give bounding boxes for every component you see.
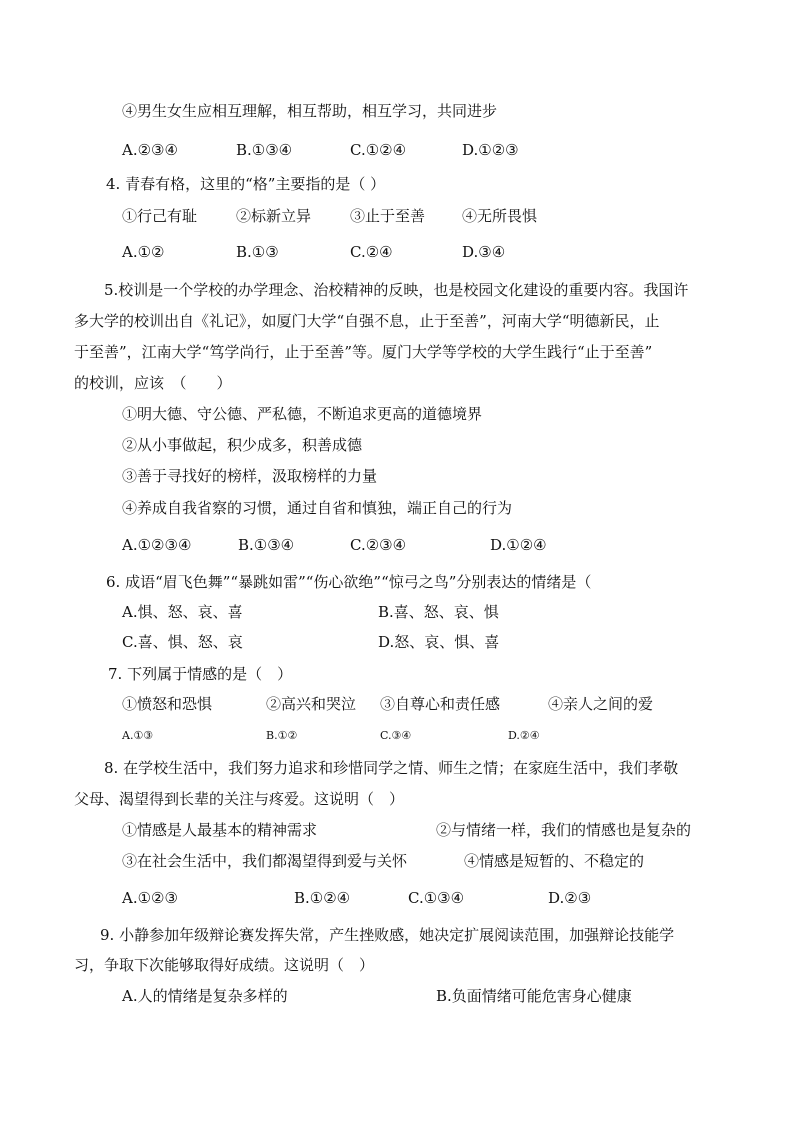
q8-item-4: ④情感是短暂的、不稳定的: [464, 852, 645, 870]
q4-item-1: ①行己有耻: [122, 207, 198, 225]
q6-stem: 6. 成语“眉飞色舞”“暴跳如雷”“伤心欲绝”“惊弓之鸟”分别表达的情绪是（: [106, 573, 592, 591]
q6-option-d: D.怒、哀、惧、喜: [378, 633, 500, 651]
q5-option-c: C.②③④: [350, 536, 407, 554]
q9-stem-line-1: 9. 小静参加年级辩论赛发挥失常，产生挫败感，她决定扩展阅读范围，加强辩论技能学: [100, 926, 675, 944]
q8-stem-line-1: 8. 在学校生活中，我们努力追求和珍惜同学之情、师生之情；在家庭生活中，我们孝敬: [104, 759, 679, 777]
q7-item-3: ③自尊心和责任感: [380, 695, 501, 713]
q9-stem-line-2: 习，争取下次能够取得好成绩。这说明（ ）: [74, 956, 375, 974]
q6-option-a: A.惧、怒、哀、喜: [122, 603, 243, 621]
q5-item-4: ④养成自我省察的习惯，通过自省和慎独，端正自己的行为: [122, 499, 513, 517]
q4-item-2: ②标新立异: [236, 207, 312, 225]
q6-option-b: B.喜、怒、哀、惧: [378, 603, 499, 621]
q8-option-d: D.②③: [548, 889, 592, 907]
q8-option-b: B.①②④: [294, 889, 351, 907]
q5-stem-line-3: 于至善”，江南大学“笃学尚行，止于至善”等。厦门大学等学校的大学生践行“止于至善”: [74, 343, 653, 361]
q7-stem: 7. 下列属于情感的是（ ）: [108, 665, 293, 683]
q5-stem-line-4: 的校训，应该 （ ）: [74, 374, 232, 392]
q5-item-3: ③善于寻找好的榜样，汲取榜样的力量: [122, 467, 378, 485]
q6-option-c: C.喜、惧、怒、哀: [122, 633, 243, 651]
q7-option-a: A.①③: [122, 729, 154, 742]
q8-item-1: ①情感是人最基本的精神需求: [122, 821, 318, 839]
q8-item-3: ③在社会生活中，我们都渴望得到爱与关怀: [122, 852, 408, 870]
q8-item-2: ②与情绪一样，我们的情感也是复杂的: [436, 821, 692, 839]
q9-option-a: A.人的情绪是复杂多样的: [122, 987, 288, 1005]
q5-stem-line-2: 多大学的校训出自《礼记》，如厦门大学“自强不息，止于至善”，河南大学“明德新民，止: [74, 312, 660, 330]
q7-option-d: D.②④: [508, 729, 540, 742]
q7-item-1: ①愤怒和恐惧: [122, 695, 213, 713]
q4-item-3: ③止于至善: [350, 207, 426, 225]
q4-option-c: C.②④: [350, 243, 393, 261]
q3-option-c: C.①②④: [350, 141, 407, 159]
q3-item-4: ④男生女生应相互理解，相互帮助，相互学习，共同进步: [122, 102, 498, 120]
q4-item-4: ④无所畏惧: [462, 207, 538, 225]
q9-option-b: B.负面情绪可能危害身心健康: [436, 987, 632, 1005]
q7-item-4: ④亲人之间的爱: [548, 695, 654, 713]
q4-option-b: B.①③: [236, 243, 279, 261]
q7-option-b: B.①②: [266, 729, 298, 742]
q3-option-d: D.①②③: [462, 141, 519, 159]
q5-item-1: ①明大德、守公德、严私德，不断追求更高的道德境界: [122, 405, 483, 423]
q8-stem-line-2: 父母、渴望得到长辈的关注与疼爱。这说明（ ）: [74, 790, 405, 808]
q3-option-b: B.①③④: [236, 141, 293, 159]
q7-item-2: ②高兴和哭泣: [266, 695, 357, 713]
q4-stem: 4. 青春有格，这里的“格”主要指的是（ ）: [106, 175, 386, 193]
q4-option-a: A.①②: [122, 243, 165, 261]
q5-item-2: ②从小事做起，积少成多，积善成德: [122, 436, 363, 454]
q3-option-a: A.②③④: [122, 141, 178, 159]
q5-option-a: A.①②③④: [122, 536, 192, 554]
q5-option-b: B.①③④: [238, 536, 295, 554]
q5-option-d: D.①②④: [490, 536, 547, 554]
q8-option-a: A.①②③: [122, 889, 178, 907]
q4-option-d: D.③④: [462, 243, 506, 261]
q7-option-c: C.③④: [380, 729, 412, 742]
q5-stem-line-1: 5.校训是一个学校的办学理念、治校精神的反映，也是校园文化建设的重要内容。我国许: [104, 281, 689, 299]
q8-option-c: C.①③④: [408, 889, 465, 907]
